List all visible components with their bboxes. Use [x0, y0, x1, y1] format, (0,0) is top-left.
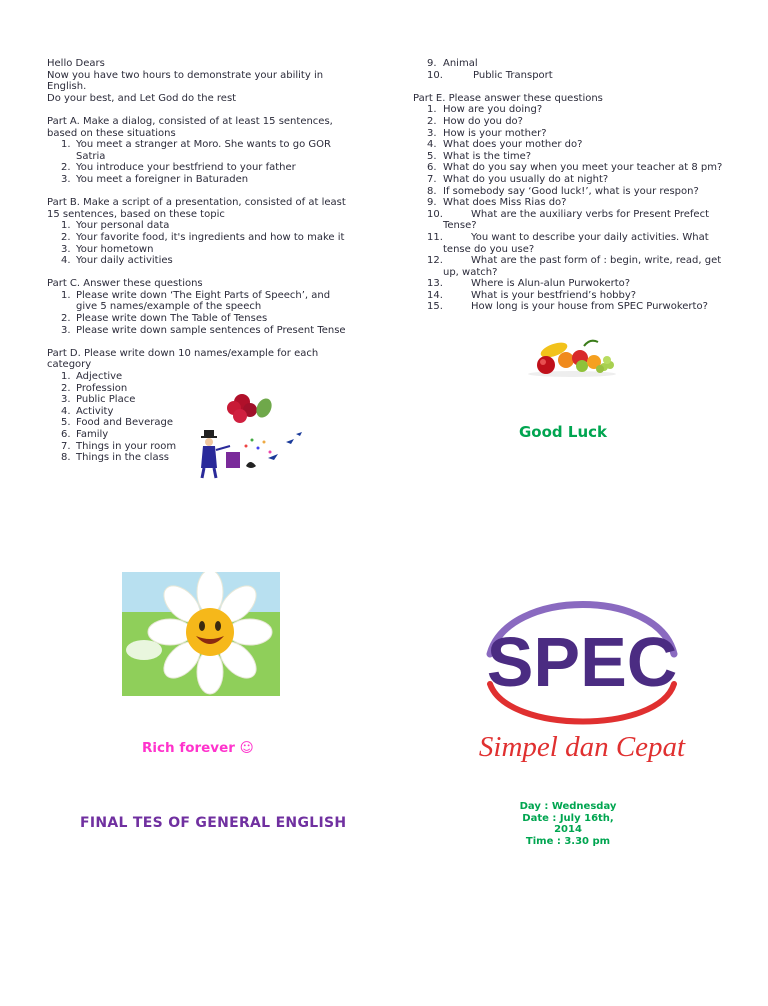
intro-line: Do your best, and Let God do the rest: [47, 92, 237, 104]
part-d-list-continued: [413, 58, 723, 81]
magician-clipart-image: [190, 390, 308, 482]
list-item: 3. How is your mother?: [427, 127, 547, 139]
spec-logo-brand: SPEC: [486, 623, 678, 701]
spec-logo-tagline: Simpel dan Cepat: [478, 731, 686, 763]
list-item: 3. Please write down sample sentences of Present Tense: [61, 324, 346, 336]
rich-forever-text: Rich forever ☺: [142, 740, 254, 756]
smiling-flower-image: [122, 572, 280, 696]
list-item: 10. What are the auxiliary verbs for Present Prefect Tense?: [427, 208, 709, 232]
list-item: 6. Family: [61, 429, 109, 440]
list-item: 2. You introduce your bestfriend to your father: [61, 162, 296, 174]
list-item: 3. You meet a foreigner in Baturaden: [61, 173, 249, 185]
list-item: 9. What does Miss Rias do?: [427, 197, 567, 209]
schedule-time: Time : 3.30 pm: [525, 835, 611, 847]
list-item: 9. Animal: [427, 58, 478, 69]
list-item: 15. How long is your house from SPEC Purwokerto?: [427, 301, 708, 313]
list-item: 7. Things in your room: [61, 440, 177, 452]
page-title: FINAL TES OF GENERAL ENGLISH: [80, 815, 347, 831]
list-item: 14. What is your bestfriend’s hobby?: [427, 289, 637, 301]
list-item: 7. What do you usually do at night?: [427, 173, 609, 185]
list-item: 1. Adjective: [61, 371, 123, 383]
list-item: 1. Please write down ‘The Eight Parts of Speech’, and give 5 names/example of the speech: [61, 289, 331, 313]
list-item: 4. What does your mother do?: [427, 139, 583, 151]
list-item: 3. Public Place: [61, 394, 136, 406]
part-a-list: [47, 139, 347, 185]
part-c-heading: Part C. Answer these questions: [47, 278, 203, 290]
good-luck-text: Good Luck: [519, 423, 607, 441]
list-item: 1. Your personal data: [61, 220, 170, 232]
part-e-heading: Part E. Please answer these questions: [413, 92, 603, 104]
list-item: 2. Your favorite food, it's ingredients and how to make it: [61, 231, 345, 243]
part-d-heading: Part D. Please write down 10 names/example for each category: [47, 347, 319, 371]
list-item: 5. Food and Beverage: [61, 417, 173, 429]
schedule-date: Date : July 16th, 2014: [522, 812, 614, 836]
list-item: 5. What is the time?: [427, 150, 532, 162]
spec-logo: [468, 584, 696, 776]
list-item: 2. Please write down The Table of Tenses: [61, 313, 268, 325]
part-a-heading: Part A. Make a dialog, consisted of at least 15 sentences, based on these situations: [47, 115, 333, 139]
list-item: 6. What do you say when you meet your teacher at 8 pm?: [427, 162, 723, 174]
intro-line: Now you have two hours to demonstrate your ability in English.: [47, 69, 324, 93]
schedule-block: [508, 801, 628, 847]
part-e-list: [413, 104, 723, 313]
right-column: [413, 58, 723, 313]
list-item: 8. If somebody say ‘Good luck!’, what is your respon?: [427, 185, 699, 197]
list-item: 12. What are the past form of : begin, write, read, get up, watch?: [427, 255, 722, 278]
schedule-day: Day : Wednesday: [519, 801, 617, 812]
list-item: 8. Things in the class: [61, 452, 170, 464]
list-item: 11. You want to describe your daily activities. What tense do you use?: [427, 231, 709, 255]
part-b-heading: Part B. Make a script of a presentation, consisted of at least 15 sentences, based on these topic: [47, 197, 346, 220]
part-b-list: [47, 220, 347, 266]
fruit-basket-image: [524, 336, 620, 378]
list-item: 10. Public Transport: [427, 69, 553, 81]
list-item: 4. Activity: [61, 405, 114, 417]
list-item: 1. How are you doing?: [427, 104, 543, 116]
list-item: 4. Your daily activities: [61, 255, 173, 267]
list-item: 2. How do you do?: [427, 115, 523, 127]
list-item: 2. Profession: [61, 382, 128, 394]
part-c-list: [47, 290, 347, 336]
list-item: 13. Where is Alun-alun Purwokerto?: [427, 278, 631, 290]
list-item: 1. You meet a stranger at Moro. She wants to go GOR Satria: [61, 139, 331, 162]
list-item: 3. Your hometown: [61, 243, 154, 255]
greeting: Hello Dears: [47, 58, 105, 69]
